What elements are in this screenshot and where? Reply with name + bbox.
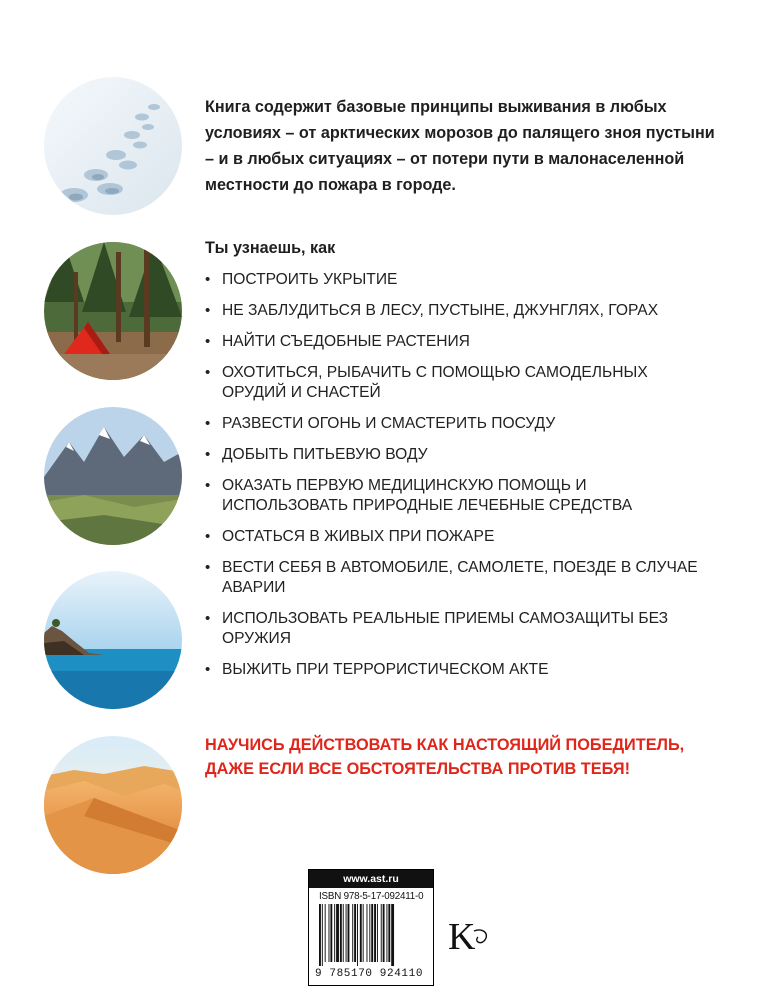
barcode-bar: [386, 904, 387, 962]
slogan: НАУЧИСЬ ДЕЙСТВОВАТЬ КАК НАСТОЯЩИЙ ПОБЕДИТЕЛЬ, ДАЖЕ ЕСЛИ ВСЕ ОБСТОЯТЕЛЬСТВА ПРОТИВ ТЕБЯ!: [205, 736, 685, 778]
list-item: • ОСТАТЬСЯ В ЖИВЫХ ПРИ ПОЖАРЕ: [205, 527, 705, 547]
learn-list: [205, 270, 705, 691]
barcode-bar: [329, 904, 330, 962]
list-item: • ВЫЖИТЬ ПРИ ТЕРРОРИСТИЧЕСКОМ АКТЕ: [205, 660, 705, 680]
barcode-bar: [357, 904, 358, 966]
list-item: • ИСПОЛЬЗОВАТЬ РЕАЛЬНЫЕ ПРИЕМЫ САМОЗАЩИТЫ БЕЗ ОРУЖИЯ: [205, 609, 705, 649]
snow-footprints-photo: [44, 77, 182, 215]
barcode-bar: [343, 904, 344, 962]
barcode-icon: [317, 904, 425, 966]
barcode-bar: [330, 904, 332, 962]
barcode-bar: [367, 904, 368, 962]
barcode-bar: [319, 904, 321, 966]
list-item: • РАЗВЕСТИ ОГОНЬ И СМАСТЕРИТЬ ПОСУДУ: [205, 414, 705, 434]
barcode-bar: [369, 904, 370, 962]
barcode-bar: [374, 904, 376, 962]
barcode-bar: [352, 904, 353, 962]
barcode-bar: [340, 904, 342, 962]
barcode-bar: [363, 904, 364, 962]
barcode-bar: [388, 904, 390, 962]
barcode-bar: [354, 904, 356, 962]
list-item: • НАЙТИ СЪЕДОБНЫЕ РАСТЕНИЯ: [205, 332, 705, 352]
barcode-bar: [383, 904, 385, 962]
publisher-logo-icon: [440, 911, 492, 959]
barcode-digits: 9 785170 924110: [315, 968, 424, 980]
learn-heading: Ты узнаешь, как: [205, 239, 336, 257]
barcode-bar: [322, 904, 323, 966]
barcode-bar: [391, 904, 394, 966]
list-item: • ОКАЗАТЬ ПЕРВУЮ МЕДИЦИНСКУЮ ПОМОЩЬ И ИСПОЛЬЗОВАТЬ ПРИРОДНЫЕ ЛЕЧЕБНЫЕ СРЕДСТВА: [205, 476, 705, 516]
list-item: • ОХОТИТЬСЯ, РЫБАЧИТЬ С ПОМОЩЬЮ САМОДЕЛЬНЫХ ОРУДИЙ И СНАСТЕЙ: [205, 363, 705, 403]
barcode-bar: [346, 904, 347, 962]
desert-dunes-photo: [44, 736, 182, 874]
barcode-bar: [336, 904, 339, 962]
mountains-photo: [44, 407, 182, 545]
website-label: www.ast.ru: [309, 870, 433, 888]
barcode-bar: [334, 904, 335, 962]
sea-coast-photo: [44, 571, 182, 709]
intro-paragraph: Книга содержит базовые принципы выживания в любых условиях – от арктических морозов до палящего зноя пустыни – и в любых ситуациях – от потери пути в малонаселенной местности до пожара в городе.: [205, 98, 715, 194]
list-item: • НЕ ЗАБЛУДИТЬСЯ В ЛЕСУ, ПУСТЫНЕ, ДЖУНГЛЯХ, ГОРАХ: [205, 301, 705, 321]
list-item: • ДОБЫТЬ ПИТЬЕВУЮ ВОДУ: [205, 445, 705, 465]
isbn-barcode-box: [308, 869, 434, 986]
barcode-bar: [371, 904, 373, 962]
barcode-bar: [325, 904, 326, 962]
forest-tent-photo: [44, 242, 182, 380]
barcode-bar: [381, 904, 382, 962]
isbn-number: ISBN 978-5-17-092411-0: [319, 891, 424, 902]
list-item: • ВЕСТИ СЕБЯ В АВТОМОБИЛЕ, САМОЛЕТЕ, ПОЕЗДЕ В СЛУЧАЕ АВАРИИ: [205, 558, 705, 598]
barcode-bar: [348, 904, 350, 962]
publisher-logo-letter: K: [448, 916, 476, 958]
list-item: • ПОСТРОИТЬ УКРЫТИЕ: [205, 270, 705, 290]
barcode-bar: [377, 904, 378, 962]
barcode-bar: [360, 904, 362, 962]
